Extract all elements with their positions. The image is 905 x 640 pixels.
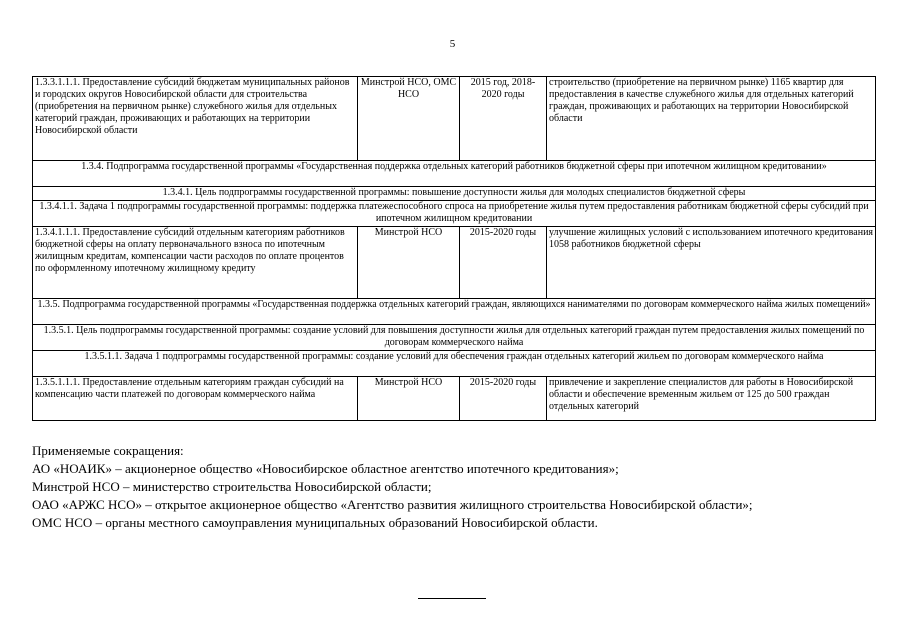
abbreviation-item: ОМС НСО – органы местного самоуправления муниципальных образований Новосибирской области.	[32, 515, 598, 530]
executor-cell: Минстрой НСО, ОМС НСО	[358, 77, 460, 161]
measure-cell: 1.3.3.1.1.1. Предоставление субсидий бюджетам муниципальных районов и городских округов Новосибирской области для строительства (приобретения на первичном рынке) служебного жилья для отдельных категорий граждан, проживающих и работающих на территории Новосибирской области	[33, 77, 358, 161]
subprogram-heading: 1.3.4. Подпрограмма государственной программы «Государственная поддержка отдельных категорий работников бюджетной сферы при ипотечном жилищном кредитовании»	[33, 161, 876, 187]
table-row	[33, 227, 876, 299]
abbreviation-item: ОАО «АРЖС НСО» – открытое акционерное общество «Агентство развития жилищного строительства Новосибирской области»;	[32, 497, 753, 512]
task-heading: 1.3.4.1.1. Задача 1 подпрограммы государственной программы: поддержка платежеспособного спроса на приобретение жилья путем предоставления работникам бюджетной сферы субсидий при ипотечном жилищном кредитовании	[33, 201, 876, 227]
table-row	[33, 201, 876, 227]
page-number: 5	[449, 38, 456, 50]
abbreviations-title: Применяемые сокращения:	[32, 443, 184, 458]
result-cell: улучшение жилищных условий с использованием ипотечного кредитования 1058 работников бюджетной сферы	[547, 227, 876, 299]
abbreviations-section	[32, 442, 882, 532]
subprogram-heading: 1.3.5. Подпрограмма государственной программы «Государственная поддержка отдельных категорий граждан, являющихся нанимателями по договорам коммерческого найма жилых помещений»	[33, 299, 876, 325]
result-cell: строительство (приобретение на первичном рынке) 1165 квартир для предоставления в качестве служебного жилья для отдельных категорий граждан, проживающих и работающих на территории Новосибирской области	[547, 77, 876, 161]
abbreviation-item: АО «НОАИК» – акционерное общество «Новосибирское областное агентство ипотечного кредитования»;	[32, 461, 619, 476]
executor-cell: Минстрой НСО	[358, 227, 460, 299]
period-cell: 2015-2020 годы	[460, 377, 547, 421]
result-cell: привлечение и закрепление специалистов для работы в Новосибирской области и обеспечение временным жильем от 125 до 500 граждан отдельных категорий	[547, 377, 876, 421]
table-row	[33, 77, 876, 161]
period-cell: 2015-2020 годы	[460, 227, 547, 299]
executor-cell: Минстрой НСО	[358, 377, 460, 421]
measure-cell: 1.3.4.1.1.1. Предоставление субсидий отдельным категориям работников бюджетной сферы на оплату первоначального взноса по ипотечным жилищным кредитам, компенсации части расходов по оплате процентов по оформленному ипотечному жилищному кредиту	[33, 227, 358, 299]
table-row	[33, 187, 876, 201]
program-measures-table	[32, 76, 876, 421]
footer-separator-line	[418, 598, 486, 599]
abbreviation-item: Минстрой НСО – министерство строительства Новосибирской области;	[32, 479, 432, 494]
task-heading: 1.3.5.1.1. Задача 1 подпрограммы государственной программы: создание условий для обеспечения граждан отдельных категорий жильем по договорам коммерческого найма	[33, 351, 876, 377]
goal-heading: 1.3.4.1. Цель подпрограммы государственной программы: повышение доступности жилья для молодых специалистов бюджетной сферы	[33, 187, 876, 201]
table-row	[33, 377, 876, 421]
table-row	[33, 351, 876, 377]
period-cell: 2015 год, 2018-2020 годы	[460, 77, 547, 161]
table-row	[33, 161, 876, 187]
goal-heading: 1.3.5.1. Цель подпрограммы государственной программы: создание условий для повышения доступности жилья для отдельных категорий граждан путем предоставления жилых помещений по договорам коммерческого найма	[33, 325, 876, 351]
measure-cell: 1.3.5.1.1.1. Предоставление отдельным категориям граждан субсидий на компенсацию части платежей по договорам коммерческого найма	[33, 377, 358, 421]
table-row	[33, 299, 876, 325]
table-row	[33, 325, 876, 351]
